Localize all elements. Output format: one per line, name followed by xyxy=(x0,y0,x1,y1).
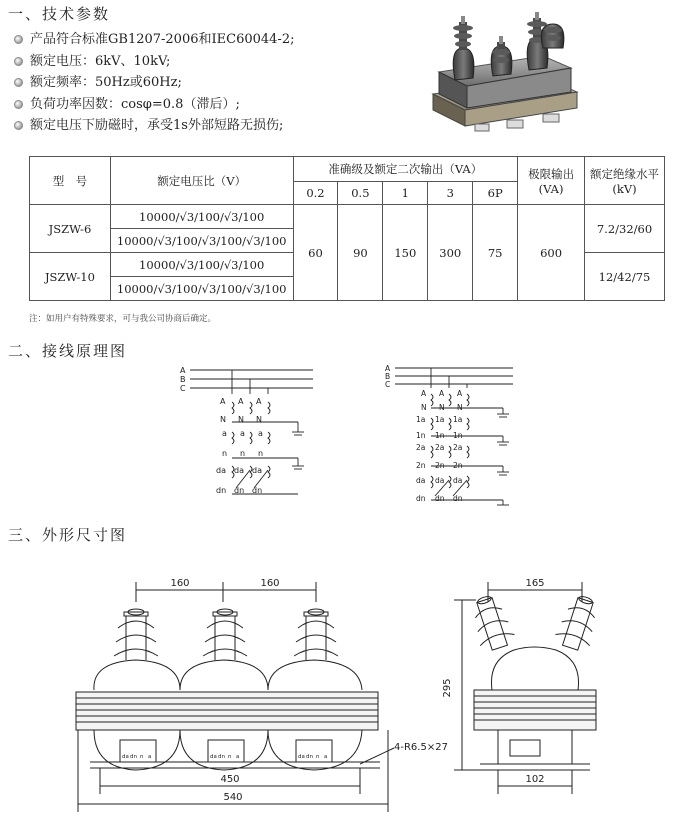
terminal-label: 1a xyxy=(435,415,445,424)
cell-output: 60 xyxy=(293,205,338,301)
terminal-label: 1a xyxy=(453,415,463,424)
terminal-label: A xyxy=(238,397,244,406)
terminal-label: 2n xyxy=(416,461,426,470)
spec-table xyxy=(29,156,665,301)
bullet-icon xyxy=(14,121,23,130)
hole-dimension-label: 4-R6.5×27 xyxy=(394,742,448,753)
cell-output: 150 xyxy=(383,205,428,301)
terminal-label: dn xyxy=(252,486,263,495)
terminal-label: n xyxy=(222,449,228,458)
terminal-label: N xyxy=(238,415,244,424)
terminal-box-label: a xyxy=(148,754,152,760)
terminal-box-label: n xyxy=(228,754,232,760)
terminal-label: a xyxy=(222,429,227,438)
phase-label: B xyxy=(385,372,391,381)
table-note: 注：如用户有特殊要求，可与我公司协商后确定。 xyxy=(29,314,217,324)
terminal-label: da xyxy=(435,476,445,485)
cell-output: 75 xyxy=(473,205,518,301)
phase-label: B xyxy=(180,375,186,384)
terminal-label: da xyxy=(234,466,244,475)
terminal-label: 2n xyxy=(453,461,463,470)
terminal-label: dn xyxy=(435,494,445,503)
bullet-icon xyxy=(14,100,23,109)
cell-ratio: 10000/√3/100/√3/100 xyxy=(110,253,293,277)
terminal-box-label: n xyxy=(140,754,144,760)
dimension-label: 540 xyxy=(223,792,243,803)
terminal-label: 1n xyxy=(435,431,445,440)
th-ratio: 额定电压比（V） xyxy=(110,157,293,205)
cell-limit: 600 xyxy=(518,205,585,301)
terminal-label: A xyxy=(220,397,226,406)
terminal-box-label: da xyxy=(210,754,217,760)
wiring-diagram-left xyxy=(178,362,318,502)
phase-label: C xyxy=(180,384,186,393)
side-view-drawing xyxy=(440,572,620,812)
terminal-label: a xyxy=(258,429,263,438)
terminal-box-label: a xyxy=(236,754,240,760)
list-item: 额定电压下励磁时，承受1s外部短路无损伤; xyxy=(14,115,294,137)
front-view-drawing xyxy=(60,572,410,816)
terminal-label: da xyxy=(416,476,426,485)
th-accuracy: 准确级及额定二次输出（VA） xyxy=(293,157,518,182)
terminal-label: A xyxy=(457,389,463,398)
terminal-box-label: da xyxy=(298,754,305,760)
terminal-label: da xyxy=(216,466,226,475)
th-class: 0.5 xyxy=(338,182,383,205)
terminal-label: N xyxy=(457,403,463,412)
list-item: 负荷功率因数：cosφ=0.8（滞后）; xyxy=(14,94,294,116)
terminal-box-label: dn xyxy=(218,754,225,760)
list-item: 产品符合标准GB1207-2006和IEC60044-2; xyxy=(14,29,294,51)
list-item: 额定频率：50Hz或60Hz; xyxy=(14,72,294,94)
product-photo xyxy=(425,8,585,136)
dimension-label: 160 xyxy=(170,578,190,589)
th-model: 型 号 xyxy=(30,157,111,205)
terminal-label: A xyxy=(256,397,262,406)
cell-ratio: 10000/√3/100/√3/100/√3/100 xyxy=(110,229,293,253)
terminal-label: 2a xyxy=(453,443,463,452)
phase-label: A xyxy=(180,366,186,375)
terminal-label: n xyxy=(258,449,264,458)
bullet-icon xyxy=(14,57,23,66)
dimension-label: 450 xyxy=(220,774,240,785)
bullet-icon xyxy=(14,35,23,44)
terminal-label: A xyxy=(421,389,427,398)
terminal-label: dn xyxy=(416,494,426,503)
section-title-wiring: 二、接线原理图 xyxy=(8,342,128,360)
bullet-icon xyxy=(14,78,23,87)
section-title-specs: 一、技术参数 xyxy=(8,5,111,23)
terminal-label: 2a xyxy=(435,443,445,452)
dimension-label: 165 xyxy=(525,578,545,589)
phase-label: A xyxy=(385,364,391,373)
terminal-label: 1n xyxy=(453,431,463,440)
dimension-label: 160 xyxy=(260,578,280,589)
terminal-label: dn xyxy=(234,486,245,495)
dimension-label: 295 xyxy=(442,678,453,698)
terminal-box-label: a xyxy=(324,754,328,760)
terminal-label: 1n xyxy=(416,431,426,440)
terminal-label: da xyxy=(252,466,262,475)
terminal-label: N xyxy=(220,415,226,424)
th-class: 1 xyxy=(383,182,428,205)
terminal-label: da xyxy=(453,476,463,485)
terminal-label: N xyxy=(256,415,262,424)
list-item: 额定电压：6kV、10kV; xyxy=(14,51,294,73)
terminal-box-label: dn xyxy=(306,754,313,760)
cell-ratio: 10000/√3/100/√3/100 xyxy=(110,205,293,229)
cell-ratio: 10000/√3/100/√3/100/√3/100 xyxy=(110,277,293,301)
th-class: 3 xyxy=(428,182,473,205)
terminal-label: N xyxy=(421,403,427,412)
spec-bullet-list xyxy=(14,29,294,137)
terminal-box-label: da xyxy=(122,754,129,760)
terminal-label: N xyxy=(439,403,445,412)
table-row xyxy=(30,205,665,229)
terminal-label: dn xyxy=(453,494,463,503)
th-limit-output: 极限输出(VA) xyxy=(518,157,585,205)
wiring-diagram-right xyxy=(385,360,515,508)
cell-output: 300 xyxy=(428,205,473,301)
terminal-label: n xyxy=(240,449,246,458)
cell-insulation: 12/42/75 xyxy=(585,253,665,301)
terminal-label: a xyxy=(240,429,245,438)
cell-output: 90 xyxy=(338,205,383,301)
cell-model: JSZW-6 xyxy=(30,205,111,253)
th-class: 0.2 xyxy=(293,182,338,205)
cell-insulation: 7.2/32/60 xyxy=(585,205,665,253)
terminal-box-label: n xyxy=(316,754,320,760)
cell-model: JSZW-10 xyxy=(30,253,111,301)
terminal-label: 2a xyxy=(416,443,426,452)
terminal-label: 1a xyxy=(416,415,426,424)
terminal-box-label: dn xyxy=(130,754,137,760)
terminal-label: A xyxy=(439,389,445,398)
th-insulation: 额定绝缘水平(kV) xyxy=(585,157,665,205)
dimension-label: 102 xyxy=(525,774,545,785)
terminal-label: 2n xyxy=(435,461,445,470)
phase-label: C xyxy=(385,380,391,389)
terminal-label: dn xyxy=(216,486,227,495)
th-class: 6P xyxy=(473,182,518,205)
section-title-dimensions: 三、外形尺寸图 xyxy=(8,526,128,544)
